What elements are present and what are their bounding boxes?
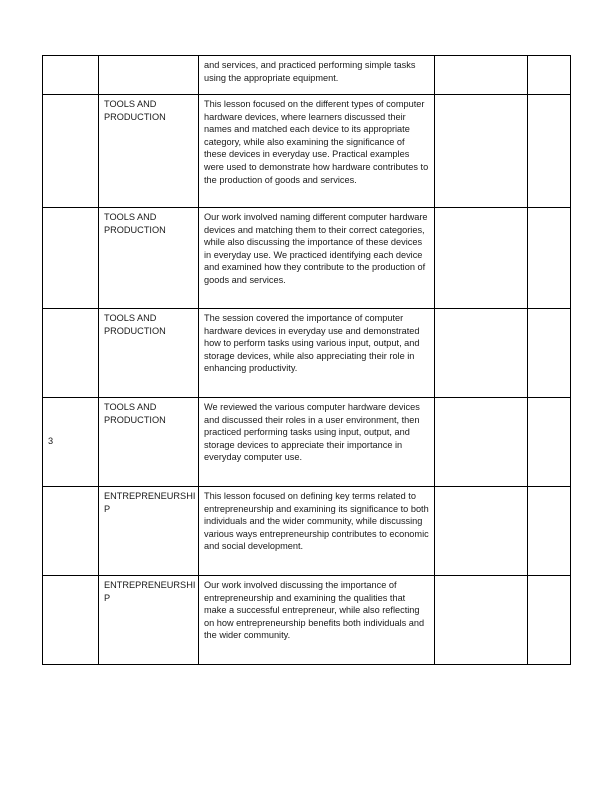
subject-text: ENTREPRENEURSHI P	[104, 491, 196, 514]
subject-cell	[99, 56, 199, 95]
summary-cell	[199, 487, 435, 576]
table-row	[43, 208, 571, 309]
empty-cell	[435, 487, 528, 576]
subject-cell	[99, 576, 199, 665]
summary-text: The session covered the importance of computer hardware devices in everyday use and demonstrated how to perform tasks using various input, output, and storage devices, while also appreciating their role in enhancing productivity.	[204, 313, 420, 374]
subject-text: TOOLS AND PRODUCTION	[104, 99, 166, 122]
summary-text: This lesson focused on defining key terms related to entrepreneurship and examining its significance to both individuals and the wider community, while discussing various ways entrepreneurship contributes to economic and social development.	[204, 491, 429, 552]
summary-cell	[199, 309, 435, 398]
empty-cell	[528, 309, 571, 398]
subject-cell	[99, 208, 199, 309]
table-row	[43, 487, 571, 576]
summary-cell	[199, 398, 435, 487]
table-row	[43, 309, 571, 398]
summary-text: This lesson focused on the different types of computer hardware devices, where learners discussed their names and matched each device to its appropriate category, while also examining the significance of these devices in everyday use. Practical examples were used to demonstrate how hardware contributes to the production of goods and services.	[204, 99, 429, 185]
week-cell	[43, 576, 99, 665]
subject-cell	[99, 487, 199, 576]
week-cell	[43, 56, 99, 95]
week-cell: 3	[43, 398, 99, 487]
empty-cell	[435, 208, 528, 309]
week-cell	[43, 309, 99, 398]
summary-text: Our work involved naming different computer hardware devices and matching them to their correct categories, while also discussing the importance of these devices in everyday use. We practiced identifying each device and examined how they contribute to the production of goods and services.	[204, 212, 428, 285]
subject-cell	[99, 95, 199, 208]
empty-cell	[528, 576, 571, 665]
week-cell	[43, 95, 99, 208]
subject-text: TOOLS AND PRODUCTION	[104, 313, 166, 336]
empty-cell	[435, 309, 528, 398]
empty-cell	[528, 398, 571, 487]
empty-cell	[435, 56, 528, 95]
empty-cell	[435, 95, 528, 208]
summary-cell	[199, 576, 435, 665]
table-row	[43, 95, 571, 208]
table-row	[43, 576, 571, 665]
subject-cell	[99, 309, 199, 398]
empty-cell	[435, 576, 528, 665]
summary-text: and services, and practiced performing simple tasks using the appropriate equipment.	[204, 60, 416, 83]
subject-text: ENTREPRENEURSHI P	[104, 580, 196, 603]
lesson-records-table	[42, 55, 571, 665]
summary-text: Our work involved discussing the importance of entrepreneurship and examining the qualities that make a successful entrepreneur, while also reflecting on how entrepreneurship benefits both individuals and the wider community.	[204, 580, 425, 641]
summary-cell	[199, 95, 435, 208]
table-row	[43, 398, 571, 487]
empty-cell	[528, 208, 571, 309]
summary-text: We reviewed the various computer hardware devices and discussed their roles in a user environment, then practiced performing tasks using input, output, and storage devices to appreciate their importance in everyday computer use.	[204, 402, 420, 463]
empty-cell	[528, 487, 571, 576]
summary-cell	[199, 208, 435, 309]
empty-cell	[528, 56, 571, 95]
week-cell	[43, 208, 99, 309]
empty-cell	[435, 398, 528, 487]
subject-cell	[99, 398, 199, 487]
summary-cell	[199, 56, 435, 95]
week-cell	[43, 487, 99, 576]
subject-text: TOOLS AND PRODUCTION	[104, 212, 166, 235]
subject-text: TOOLS AND PRODUCTION	[104, 402, 166, 425]
table-row	[43, 56, 571, 95]
empty-cell	[528, 95, 571, 208]
